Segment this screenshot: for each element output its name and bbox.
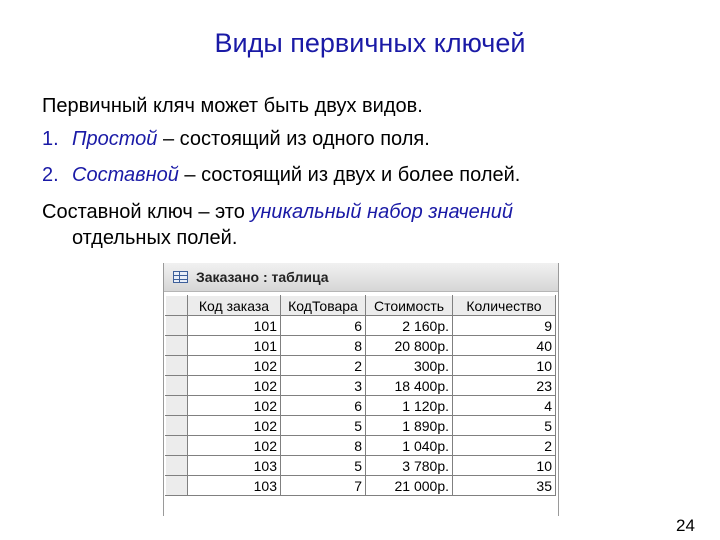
column-header-cost[interactable]: Стоимость <box>366 296 453 316</box>
definition-prefix: Составной ключ – это <box>42 201 251 223</box>
cell-product-id[interactable]: 8 <box>281 336 366 356</box>
row-selector[interactable] <box>166 356 188 376</box>
table-row <box>166 356 556 376</box>
row-selector[interactable] <box>166 456 188 476</box>
list-description: – состоящий из одного поля. <box>157 128 430 150</box>
slide-title: Виды первичных ключей <box>214 28 526 58</box>
cell-order-id[interactable]: 101 <box>188 316 281 336</box>
table-row <box>166 376 556 396</box>
table-row <box>166 316 556 336</box>
cell-product-id[interactable]: 5 <box>281 456 366 476</box>
cell-order-id[interactable]: 102 <box>188 356 281 376</box>
list-number: 2. <box>42 164 59 186</box>
column-header-product-id[interactable]: КодТовара <box>281 296 366 316</box>
cell-quantity[interactable]: 40 <box>453 336 556 356</box>
cell-order-id[interactable]: 102 <box>188 396 281 416</box>
cell-cost[interactable]: 300р. <box>366 356 453 376</box>
cell-order-id[interactable]: 103 <box>188 456 281 476</box>
table-row <box>166 476 556 496</box>
intro-text: Первичный кляч может быть двух видов. <box>42 95 423 117</box>
cell-product-id[interactable]: 8 <box>281 436 366 456</box>
cell-quantity[interactable]: 2 <box>453 436 556 456</box>
row-selector[interactable] <box>166 416 188 436</box>
cell-cost[interactable]: 2 160р. <box>366 316 453 336</box>
cell-order-id[interactable]: 102 <box>188 436 281 456</box>
cell-order-id[interactable]: 102 <box>188 416 281 436</box>
cell-product-id[interactable]: 6 <box>281 396 366 416</box>
cell-quantity[interactable]: 4 <box>453 396 556 416</box>
cell-order-id[interactable]: 103 <box>188 476 281 496</box>
cell-product-id[interactable]: 5 <box>281 416 366 436</box>
cell-order-id[interactable]: 102 <box>188 376 281 396</box>
column-header-order-id[interactable]: Код заказа <box>188 296 281 316</box>
list-term: Составной <box>72 164 179 186</box>
select-all-cell[interactable] <box>166 296 188 316</box>
row-selector[interactable] <box>166 376 188 396</box>
row-selector[interactable] <box>166 336 188 356</box>
definition-continuation: отдельных полей. <box>72 227 238 249</box>
table-row <box>166 396 556 416</box>
page-number: 24 <box>676 516 695 535</box>
cell-quantity[interactable]: 9 <box>453 316 556 336</box>
list-item-simple <box>42 126 430 152</box>
cell-quantity[interactable]: 35 <box>453 476 556 496</box>
cell-cost[interactable]: 1 040р. <box>366 436 453 456</box>
table-icon <box>173 271 188 283</box>
list-item-composite <box>42 162 520 188</box>
row-selector[interactable] <box>166 476 188 496</box>
cell-product-id[interactable]: 7 <box>281 476 366 496</box>
cell-quantity[interactable]: 10 <box>453 356 556 376</box>
cell-quantity[interactable]: 5 <box>453 416 556 436</box>
table-row <box>166 436 556 456</box>
cell-cost[interactable]: 21 000р. <box>366 476 453 496</box>
cell-cost[interactable]: 1 890р. <box>366 416 453 436</box>
list-term: Простой <box>72 128 158 150</box>
table-window-titlebar[interactable] <box>164 263 558 292</box>
composite-key-definition <box>42 199 642 251</box>
list-number: 1. <box>42 128 59 150</box>
cell-cost[interactable]: 20 800р. <box>366 336 453 356</box>
cell-cost[interactable]: 18 400р. <box>366 376 453 396</box>
table-row <box>166 456 556 476</box>
cell-product-id[interactable]: 6 <box>281 316 366 336</box>
cell-product-id[interactable]: 2 <box>281 356 366 376</box>
definition-accent: уникальный набор значений <box>250 201 514 223</box>
cell-quantity[interactable]: 10 <box>453 456 556 476</box>
row-selector[interactable] <box>166 316 188 336</box>
cell-quantity[interactable]: 23 <box>453 376 556 396</box>
table-row <box>166 416 556 436</box>
table-row <box>166 336 556 356</box>
table-window-title: Заказано : таблица <box>196 269 329 285</box>
cell-cost[interactable]: 3 780р. <box>366 456 453 476</box>
list-description: – состоящий из двух и более полей. <box>178 164 521 186</box>
cell-order-id[interactable]: 101 <box>188 336 281 356</box>
row-selector[interactable] <box>166 396 188 416</box>
table-window <box>163 263 559 516</box>
cell-product-id[interactable]: 3 <box>281 376 366 396</box>
row-selector[interactable] <box>166 436 188 456</box>
data-grid <box>165 295 556 496</box>
column-header-quantity[interactable]: Количество <box>453 296 556 316</box>
cell-cost[interactable]: 1 120р. <box>366 396 453 416</box>
header-row <box>166 296 556 316</box>
